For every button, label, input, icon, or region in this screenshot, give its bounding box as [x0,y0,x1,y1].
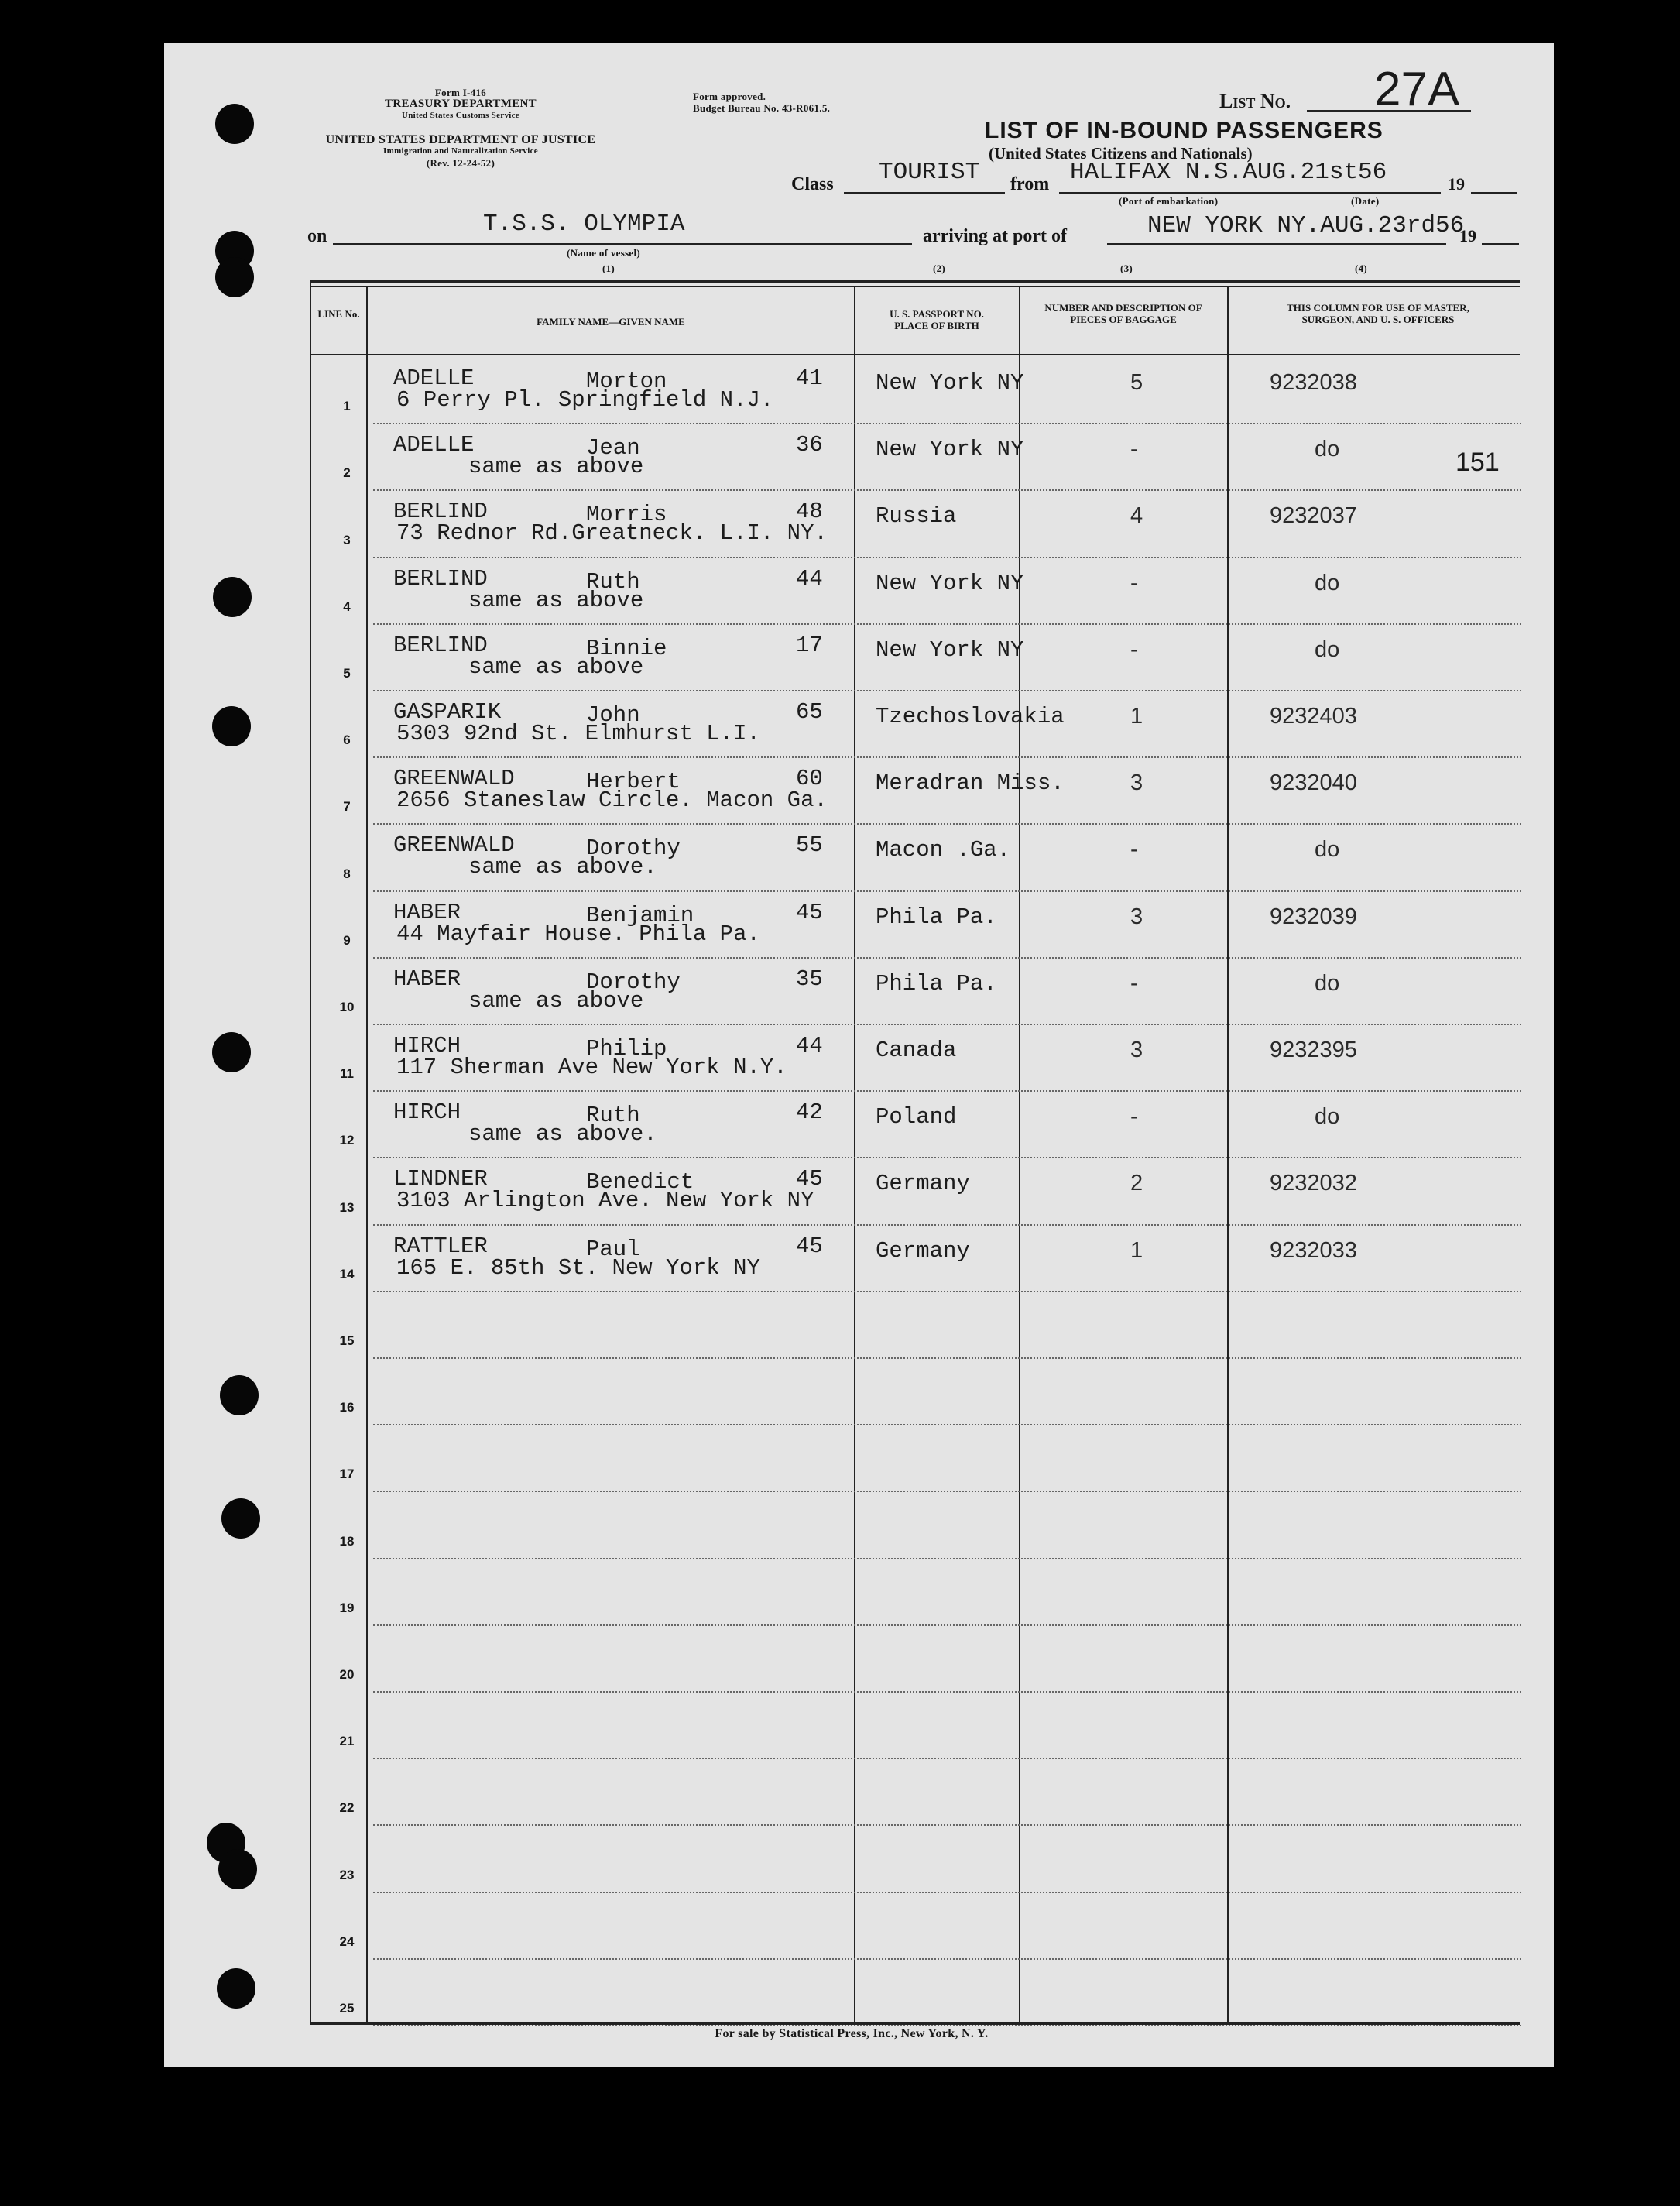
address: 117 Sherman Ave New York N.Y. [396,1055,787,1080]
place-of-birth: Macon .Ga. [876,837,1011,863]
line-number: 22 [339,1800,355,1816]
officer-entry: 9232037 [1270,503,1357,529]
punch-hole [221,1498,260,1539]
address: 73 Rednor Rd.Greatneck. L.I. NY. [396,520,828,547]
row-separator [373,1892,1521,1893]
col-number-1: (1) [602,262,615,274]
column-header-officers: THIS COLUMN FOR USE OF MASTER, SURGEON, AND U. S. OFFICERS [1287,302,1469,325]
line-number: 2 [343,465,351,481]
place-of-birth: New York NY [876,370,1024,396]
punch-hole [212,706,251,746]
line-number: 18 [339,1533,355,1549]
baggage-count: - [1130,570,1138,595]
family-name: RATTLER [393,1233,488,1259]
line-number: 20 [339,1667,355,1682]
age: 17 [796,632,823,658]
address: 6 Perry Pl. Springfield N.J. [396,387,774,413]
row-separator [373,957,1521,959]
family-name: BERLIND [393,499,488,525]
given-name: Benedict [586,1169,694,1196]
family-name: ADELLE [393,432,475,458]
given-name: Binnie [586,635,667,661]
arrival-value: NEW YORK NY.AUG.23rd56 [1147,212,1465,239]
officer-entry: 9232032 [1270,1171,1357,1196]
baggage-count: - [1130,437,1138,462]
age: 45 [796,1233,823,1259]
place-of-birth: Germany [876,1171,970,1197]
given-name: Morris [586,502,667,528]
baggage-count: 5 [1130,370,1143,395]
name-col-divider [854,286,855,2023]
officer-entry: 9232403 [1270,704,1357,729]
row-separator [373,1624,1521,1626]
punch-hole [213,577,252,617]
officer-entry: 9232040 [1270,770,1357,796]
age: 44 [796,1033,823,1058]
line-no-divider [366,286,368,2023]
family-name: HIRCH [393,1033,461,1058]
row-separator [373,2025,1521,2026]
vessel-caption: (Name of vessel) [567,247,641,259]
row-separator [373,1224,1521,1226]
age: 45 [796,899,823,925]
place-of-birth: Meradran Miss. [876,770,1065,797]
footer-printer: For sale by Statistical Press, Inc., New York, N. Y. [715,2027,989,2040]
line-number: 17 [339,1467,355,1482]
given-name: Paul [586,1236,640,1262]
line-number: 5 [343,666,351,681]
port-embarkation-caption: (Port of embarkation) [1119,195,1219,207]
line-number: 23 [339,1867,355,1882]
column-header-line-no: LINE No. [317,308,360,320]
address: same as above [468,987,644,1014]
address: same as above. [468,1121,657,1148]
age: 35 [796,966,823,992]
list-no-label: List No. [1219,90,1291,112]
address: same as above. [468,854,657,880]
place-of-birth: New York NY [876,570,1024,596]
place-of-birth: Poland [876,1104,957,1130]
line-number: 8 [343,866,351,881]
age: 44 [796,565,823,592]
line-number: 4 [343,599,351,614]
line-number: 13 [339,1199,355,1215]
line-number: 19 [339,1600,355,1615]
agency-block: UNITED STATES DEPARTMENT OF JUSTICE Immigration and Naturalization Service (Rev. 12-24-52) [325,133,596,169]
row-separator [373,690,1521,691]
punch-hole [220,1375,259,1415]
baggage-count: 3 [1130,1038,1143,1062]
punch-hole [215,104,254,144]
place-of-birth: Tzechoslovakia [876,704,1065,729]
address: 44 Mayfair House. Phila Pa. [396,921,760,947]
table-top-rule [310,280,1520,283]
place-of-birth: Phila Pa. [876,904,997,930]
baggage-count: 1 [1130,1237,1143,1263]
table-top-rule-2 [310,286,1520,287]
class-value: TOURIST [879,159,980,186]
line-number: 12 [339,1133,355,1148]
arrival-underline [1107,243,1446,245]
address: 5303 92nd St. Elmhurst L.I. [396,721,760,746]
age: 55 [796,832,823,859]
family-name: HABER [393,899,461,925]
class-underline [844,192,1005,194]
date-caption: (Date) [1351,195,1380,207]
given-name: John [586,702,640,728]
given-name: Benjamin [586,902,694,928]
line-number: 21 [339,1734,355,1749]
line-number: 16 [339,1400,355,1415]
age: 65 [796,699,823,725]
from-underline [1059,192,1441,194]
row-separator [373,1424,1521,1425]
row-separator [373,1024,1521,1025]
age: 41 [796,365,823,391]
vessel-underline [333,243,912,245]
line-number: 1 [343,399,351,414]
given-name: Morton [586,369,667,394]
row-separator [373,1291,1521,1292]
row-separator [373,1090,1521,1092]
given-name: Jean [586,435,640,461]
row-separator [373,557,1521,558]
officer-entry: 9232038 [1270,370,1357,395]
class-label: Class [791,174,834,194]
punch-hole [212,1032,251,1072]
row-separator [373,756,1521,758]
age: 60 [796,766,823,792]
address: 3103 Arlington Ave. New York NY [396,1188,814,1214]
baggage-count: - [1130,970,1138,996]
row-separator [373,1691,1521,1693]
family-name: BERLIND [393,632,488,658]
officer-entry: do [1315,970,1340,996]
approval-block: Form approved. Budget Bureau No. 43-R061.5. [693,91,831,114]
family-name: GREENWALD [393,766,515,792]
line-number: 15 [339,1333,355,1348]
passport-col-divider [1019,286,1020,2023]
row-separator [373,1357,1521,1359]
row-separator [373,823,1521,825]
given-name: Ruth [586,1103,640,1129]
form-title: LIST OF IN-BOUND PASSENGERS [985,118,1383,143]
row-separator [373,423,1521,424]
line-number: 14 [339,1266,355,1281]
officer-entry: 9232033 [1270,1237,1357,1263]
officer-entry: 9232395 [1270,1038,1357,1062]
baggage-count: 4 [1130,503,1143,529]
age: 42 [796,1100,823,1126]
line-number: 11 [340,1066,354,1082]
list-no-value: 27A [1374,63,1460,116]
given-name: Herbert [586,769,681,795]
officer-entry: 9232039 [1270,904,1357,929]
row-separator [373,1558,1521,1559]
line-number: 3 [343,532,351,547]
baggage-col-divider [1227,286,1229,2023]
family-name: BERLIND [393,565,488,592]
row-separator [373,1157,1521,1158]
place-of-birth: New York NY [876,437,1024,463]
line-number: 25 [339,2001,355,2016]
given-name: Philip [586,1036,667,1062]
line-number: 9 [343,932,351,948]
from-value: HALIFAX N.S.AUG.21st56 [1070,159,1387,186]
year-underline [1471,192,1517,194]
row-separator [373,1491,1521,1492]
family-name: LINDNER [393,1166,488,1192]
punch-hole [215,257,254,297]
form-subtitle: (United States Citizens and Nationals) [989,144,1253,163]
baggage-count: 3 [1130,770,1143,796]
column-header-baggage: NUMBER AND DESCRIPTION OF PIECES OF BAGGAGE [1044,302,1202,325]
line-number: 24 [339,1933,355,1949]
given-name: Ruth [586,568,640,595]
officer-entry: do [1315,837,1340,863]
page-stamp: 151 [1455,448,1500,477]
line-number: 6 [343,732,351,748]
year-prefix-2: 19 [1459,226,1476,245]
row-separator [373,1958,1521,1960]
row-separator [373,489,1521,491]
family-name: ADELLE [393,365,475,391]
age: 45 [796,1166,823,1192]
row-separator [373,1824,1521,1826]
column-header-passport: U. S. PASSPORT NO. PLACE OF BIRTH [890,308,984,331]
place-of-birth: Phila Pa. [876,970,997,997]
given-name: Dorothy [586,835,681,862]
family-name: HABER [393,966,461,992]
officer-entry: do [1315,570,1340,595]
address: same as above [468,454,644,480]
year-underline-2 [1482,243,1519,245]
family-name: GREENWALD [393,832,515,859]
arriving-label: arriving at port of [923,226,1067,246]
age: 48 [796,499,823,525]
baggage-count: 3 [1130,904,1143,929]
address: same as above [468,654,644,680]
row-separator [373,890,1521,892]
vessel-value: T.S.S. OLYMPIA [483,211,685,238]
age: 36 [796,432,823,458]
column-header-name: FAMILY NAME—GIVEN NAME [537,316,685,328]
place-of-birth: New York NY [876,636,1024,663]
from-label: from [1010,174,1050,194]
officer-entry: do [1315,437,1340,462]
col-number-2: (2) [933,262,946,274]
baggage-count: 1 [1130,704,1143,729]
col-number-4: (4) [1355,262,1368,274]
punch-hole [218,1849,257,1889]
on-label: on [307,226,327,246]
row-separator [373,623,1521,625]
line-number: 10 [339,1000,355,1014]
family-name: GASPARIK [393,699,502,725]
table-header-rule [310,354,1520,355]
baggage-count: - [1130,837,1138,863]
baggage-count: - [1130,636,1138,662]
place-of-birth: Russia [876,503,957,530]
address: 165 E. 85th St. New York NY [396,1254,760,1281]
place-of-birth: Canada [876,1038,957,1063]
officer-entry: do [1315,636,1340,662]
baggage-count: - [1130,1104,1138,1130]
baggage-count: 2 [1130,1171,1143,1196]
officer-entry: do [1315,1104,1340,1130]
punch-hole [217,1968,255,2009]
table-left-border [310,280,311,2025]
col-number-3: (3) [1120,262,1133,274]
row-separator [373,1758,1521,1759]
year-prefix: 19 [1448,174,1465,194]
address: 2656 Staneslaw Circle. Macon Ga. [396,787,828,814]
family-name: HIRCH [393,1100,461,1126]
given-name: Dorothy [586,969,681,995]
line-number: 7 [343,799,351,815]
address: same as above [468,587,644,613]
form-number-block: Form I-416 TREASURY DEPARTMENT United States Customs Service [385,87,537,120]
place-of-birth: Germany [876,1237,970,1264]
